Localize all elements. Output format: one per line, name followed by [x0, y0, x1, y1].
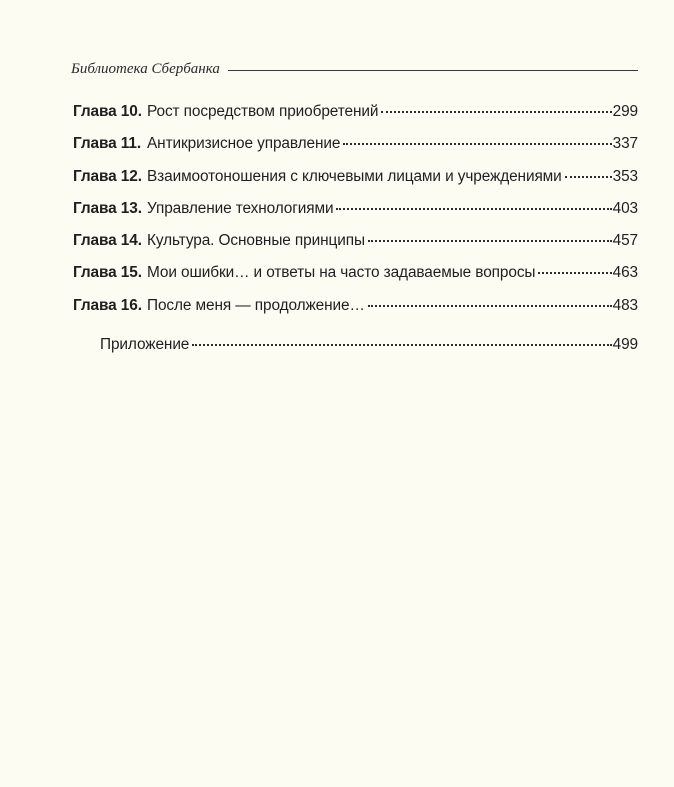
chapter-label: Глава 16.	[73, 296, 142, 314]
toc-entry-chapter-14	[73, 232, 638, 264]
toc-entry-chapter-15	[73, 264, 638, 296]
dot-leader	[192, 344, 611, 346]
toc-entry-chapter-10	[73, 103, 638, 135]
page-number: 353	[612, 167, 638, 185]
chapter-label: Глава 13.	[73, 199, 142, 217]
toc-entry-chapter-13	[73, 200, 638, 232]
chapter-title: Взаимоотоношения с ключевыми лицами и учреждениями	[147, 167, 562, 185]
chapter-title: После меня — продолжение…	[147, 296, 365, 314]
chapter-title: Антикризисное управление	[147, 135, 341, 153]
toc-entry-appendix	[73, 336, 638, 368]
running-header	[71, 58, 638, 80]
toc-entry-chapter-11	[73, 135, 638, 167]
chapter-label: Глава 11.	[73, 135, 142, 153]
dot-leader	[368, 240, 612, 242]
chapter-label: Глава 15.	[73, 264, 142, 282]
toc-entry-chapter-12	[73, 168, 638, 200]
header-rule	[228, 70, 638, 71]
appendix-title: Приложение	[100, 336, 190, 354]
chapter-title: Управление технологиями	[147, 199, 334, 217]
chapter-title: Рост посредством приобретений	[147, 103, 379, 120]
chapter-title: Мои ошибки… и ответы на часто задаваемые вопросы	[147, 264, 536, 282]
chapter-label: Глава 12.	[73, 167, 142, 185]
running-title: Библиотека Сбербанка	[71, 60, 220, 77]
page-number: 463	[612, 264, 638, 282]
toc-entry-chapter-16	[73, 297, 638, 329]
chapter-title: Культура. Основные принципы	[147, 232, 365, 250]
table-of-contents	[73, 103, 638, 368]
page-number: 337	[612, 135, 638, 153]
chapter-label: Глава 14.	[73, 232, 142, 250]
page-number: 403	[612, 199, 638, 217]
page-number: 483	[612, 296, 638, 314]
dot-leader	[538, 272, 611, 274]
dot-leader	[565, 176, 612, 178]
page-number: 457	[612, 232, 638, 250]
dot-leader	[336, 208, 611, 210]
dot-leader	[368, 305, 612, 307]
page-number: 499	[612, 336, 638, 354]
dot-leader	[381, 111, 611, 113]
dot-leader	[343, 143, 611, 145]
chapter-label: Глава 10.	[73, 103, 142, 120]
page-number: 299	[612, 103, 638, 120]
